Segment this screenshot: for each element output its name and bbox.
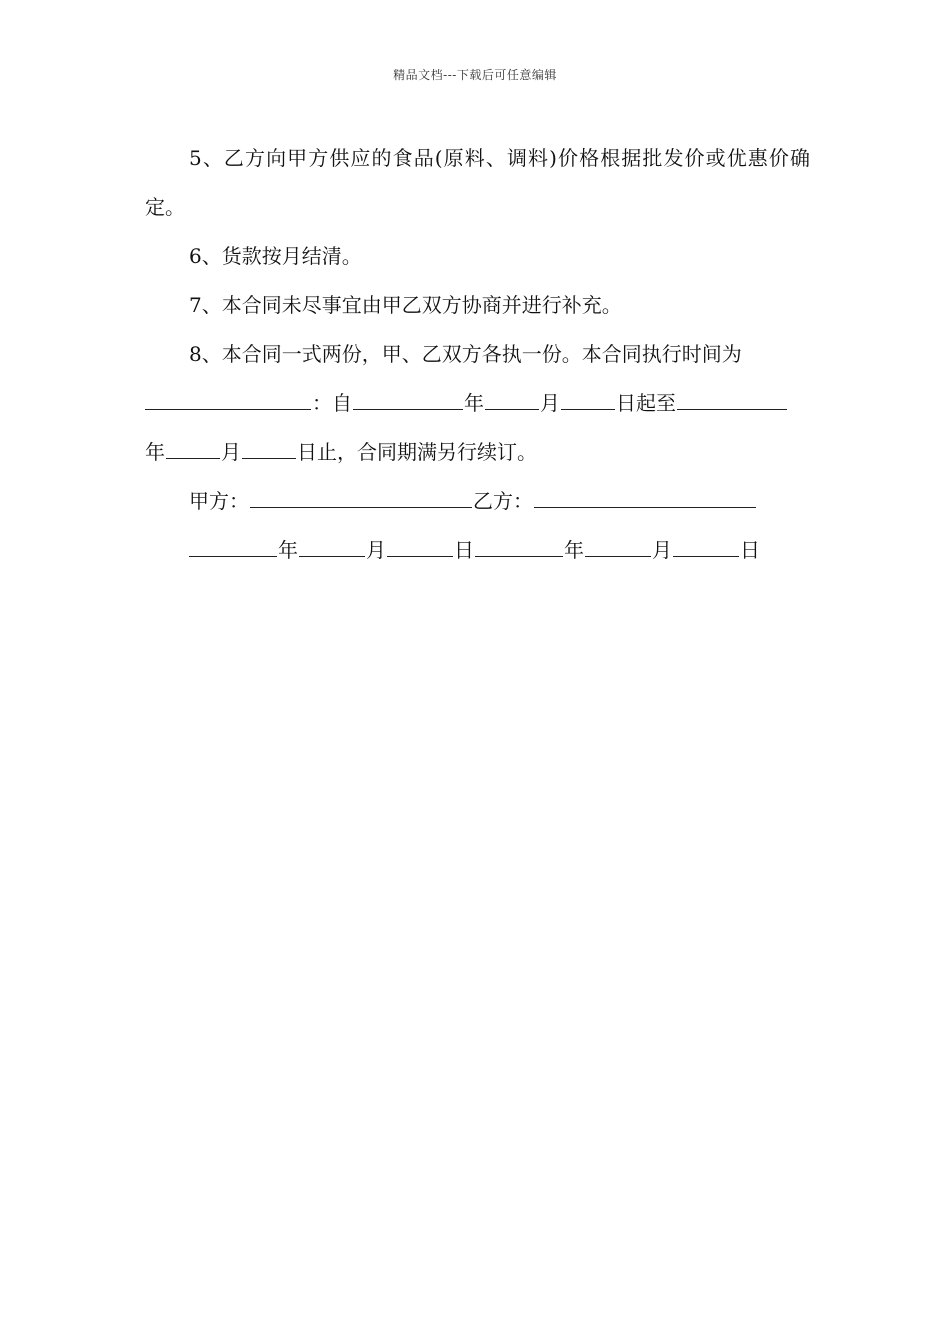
party-a-year-label: 年 bbox=[278, 538, 298, 562]
clause-8-term-line bbox=[145, 379, 810, 428]
party-b-signature-blank[interactable] bbox=[534, 487, 756, 508]
start-day-label: 日起至 bbox=[616, 391, 676, 415]
end-day-label: 日止，合同期满另行续订。 bbox=[297, 440, 537, 464]
start-month-blank[interactable] bbox=[485, 389, 539, 410]
start-month-label: 月 bbox=[540, 391, 560, 415]
party-a-label: 甲方： bbox=[189, 489, 249, 513]
party-a-month-label: 月 bbox=[366, 538, 386, 562]
party-a-year-blank[interactable] bbox=[189, 536, 277, 557]
term-period-blank[interactable] bbox=[145, 389, 311, 410]
end-year-blank-part[interactable] bbox=[677, 389, 787, 410]
party-b-year-blank[interactable] bbox=[475, 536, 563, 557]
party-a-signature-blank[interactable] bbox=[250, 487, 472, 508]
party-b-year-label: 年 bbox=[564, 538, 584, 562]
end-month-blank[interactable] bbox=[166, 438, 220, 459]
party-a-month-blank[interactable] bbox=[299, 536, 365, 557]
start-year-blank[interactable] bbox=[353, 389, 463, 410]
party-b-day-blank[interactable] bbox=[673, 536, 739, 557]
start-year-label: 年 bbox=[464, 391, 484, 415]
end-year-label: 年 bbox=[145, 440, 165, 464]
end-day-blank[interactable] bbox=[242, 438, 296, 459]
party-a-day-blank[interactable] bbox=[387, 536, 453, 557]
clause-8-end-line bbox=[145, 428, 810, 477]
clause-5: 5、乙方向甲方供应的食品(原料、调料)价格根据批发价或优惠价确定。 bbox=[145, 146, 810, 219]
end-month-label: 月 bbox=[221, 440, 241, 464]
colon-from-label: ：自 bbox=[312, 391, 352, 415]
party-b-month-blank[interactable] bbox=[585, 536, 651, 557]
party-b-day-label: 日 bbox=[740, 538, 760, 562]
signature-dates-line bbox=[145, 526, 810, 575]
party-b-label: 乙方： bbox=[473, 489, 533, 513]
signature-parties-line bbox=[145, 477, 810, 526]
page-header: 精品文档---下载后可任意编辑 bbox=[393, 68, 557, 82]
contract-body bbox=[145, 134, 810, 575]
party-a-day-label: 日 bbox=[454, 538, 474, 562]
party-b-month-label: 月 bbox=[652, 538, 672, 562]
clause-8-intro: 8、本合同一式两份，甲、乙双方各执一份。本合同执行时间为 bbox=[189, 342, 742, 366]
clause-6: 6、货款按月结清。 bbox=[189, 244, 362, 268]
clause-7: 7、本合同未尽事宜由甲乙双方协商并进行补充。 bbox=[189, 293, 622, 317]
start-day-blank[interactable] bbox=[561, 389, 615, 410]
